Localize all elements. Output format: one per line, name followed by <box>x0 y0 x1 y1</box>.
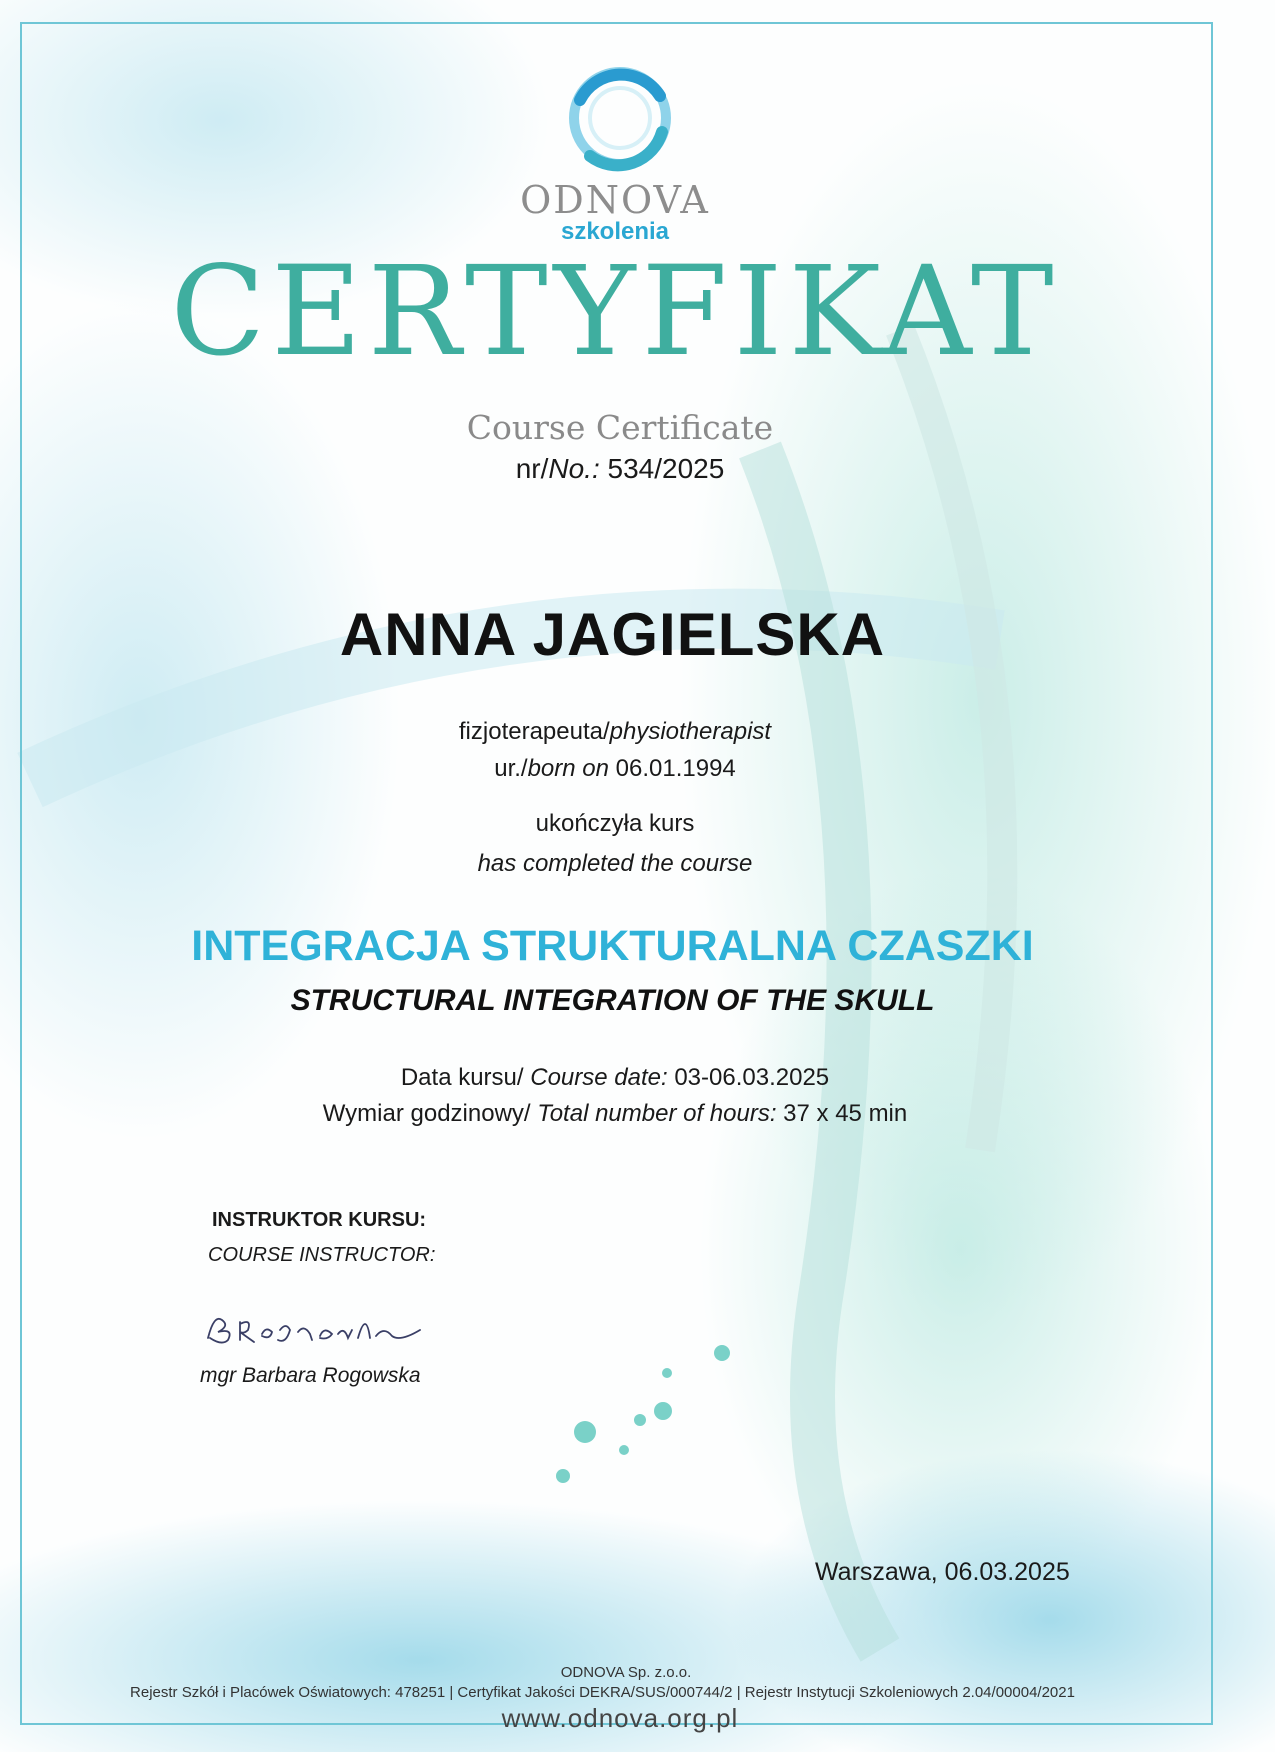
course-date-line <box>0 1064 1230 1092</box>
born-label-pl: ur./ <box>494 755 528 782</box>
course-hours-line <box>0 1100 1230 1128</box>
number-value: 534/2025 <box>607 453 725 484</box>
footer-website-link[interactable]: www.odnova.org.pl <box>501 1703 739 1733</box>
number-label-en: No.: <box>548 453 600 484</box>
completed-en: has completed the course <box>477 850 753 877</box>
odnova-logo-icon <box>560 60 680 180</box>
date-label-en: Course date: <box>530 1064 668 1091</box>
recipient-name: ANNA JAGIELSKA <box>339 601 886 668</box>
profession-line <box>0 718 1230 746</box>
hours-value: 37 x 45 min <box>783 1100 908 1127</box>
place-and-date: Warszawa, 06.03.2025 <box>815 1558 1070 1586</box>
hours-label-en: Total number of hours: <box>537 1100 777 1127</box>
certificate-subtitle: Course Certificate <box>466 408 774 447</box>
certificate-title: CERTYFIKAT <box>170 240 1060 384</box>
instructor-label-en: COURSE INSTRUCTOR: <box>208 1244 436 1266</box>
course-title-pl: INTEGRACJA STRUKTURALNA CZASZKI <box>191 922 1034 970</box>
instructor-label-pl: INSTRUKTOR KURSU: <box>212 1209 427 1231</box>
footer-registry: Rejestr Szkół i Placówek Oświatowych: 478251 | Certyfikat Jakości DEKRA/SUS/000744/2 | Rejestr Instytucji Szkoleniowych 2.04/00004/2021 <box>130 1684 1075 1701</box>
born-label-en: born on <box>527 755 609 782</box>
born-line <box>0 755 1230 783</box>
number-label-pl: nr/ <box>515 453 549 484</box>
instructor-signature <box>200 1300 430 1350</box>
instructor-name: mgr Barbara Rogowska <box>200 1364 421 1387</box>
logo-subtitle: szkolenia <box>560 218 670 245</box>
course-title-en: STRUCTURAL INTEGRATION OF THE SKULL <box>290 984 935 1017</box>
profession-pl: fizjoterapeuta/ <box>458 718 610 745</box>
profession-en: physiotherapist <box>609 718 772 745</box>
certificate-number <box>0 453 1240 485</box>
footer-company: ODNOVA Sp. z.o.o. <box>560 1664 692 1681</box>
born-date: 06.01.1994 <box>615 755 736 782</box>
date-label-pl: Data kursu/ <box>400 1064 524 1091</box>
completed-pl: ukończyła kurs <box>535 810 695 837</box>
date-value: 03-06.03.2025 <box>674 1064 830 1091</box>
logo-brand-text: ODNOVA <box>520 178 710 222</box>
hours-label-pl: Wymiar godzinowy/ <box>322 1100 531 1127</box>
